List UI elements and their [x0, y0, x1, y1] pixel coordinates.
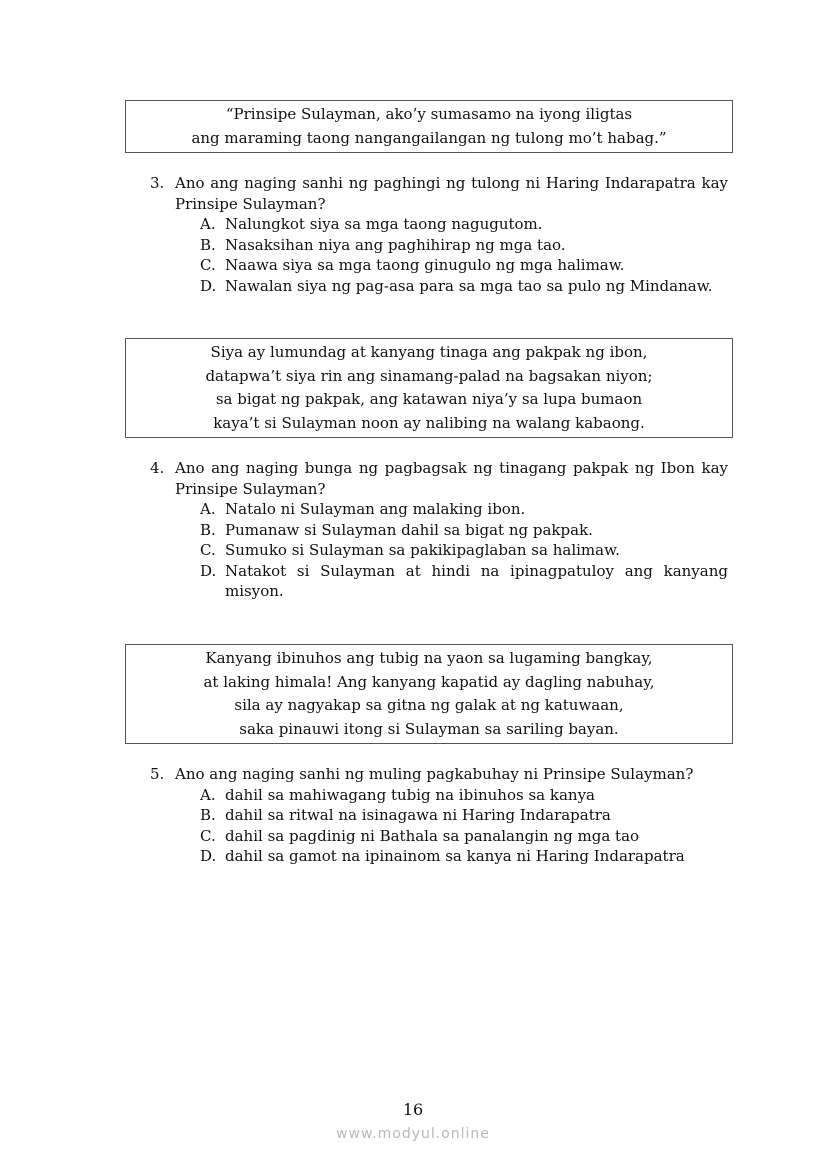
passage-line: Kanyang ibinuhos ang tubig na yaon sa lugaming bangkay, [205, 649, 653, 667]
option-a[interactable] [150, 214, 728, 235]
passage-box-2 [125, 338, 733, 438]
watermark: www.modyul.online [336, 1126, 490, 1142]
passage-box-1 [125, 100, 733, 153]
option-b[interactable] [150, 805, 728, 826]
option-text: Nasaksihan niya ang paghihirap ng mga tao. [225, 235, 566, 254]
option-text: Pumanaw si Sulayman dahil sa bigat ng pakpak. [225, 520, 593, 539]
question-stem [150, 764, 728, 785]
passage-line: sila ay nagyakap sa gitna ng galak at ng katuwaan, [234, 696, 624, 714]
option-a[interactable] [150, 785, 728, 806]
passage-line: sa bigat ng pakpak, ang katawan niya’y sa lupa bumaon [215, 390, 643, 408]
option-letter: D. [200, 847, 217, 865]
question-number: 4. [150, 459, 165, 477]
option-c[interactable] [150, 255, 728, 276]
passage-line: ang maraming taong nangangailangan ng tulong mo’t habag.” [191, 128, 667, 147]
option-text: Nawalan siya ng pag-asa para sa mga tao sa pulo ng Mindanaw. [225, 276, 713, 295]
question-text: Ano ang naging bunga ng pagbagsak ng tinagang pakpak ng Ibon kay Prinsipe Sulayman? [175, 459, 728, 498]
option-c[interactable] [150, 826, 728, 847]
passage-box-3 [125, 644, 733, 744]
question-4 [150, 458, 728, 602]
option-text: dahil sa pagdinig ni Bathala sa panalangin ng mga tao [225, 826, 640, 845]
option-a[interactable] [150, 499, 728, 520]
passage-line: saka pinauwi itong si Sulayman sa sariling bayan. [239, 719, 619, 738]
page-number: 16 [402, 1100, 424, 1119]
option-b[interactable] [150, 235, 728, 256]
question-text: Ano ang naging sanhi ng paghingi ng tulong ni Haring Indarapatra kay Prinsipe Sulayman? [175, 174, 728, 213]
passage-line: datapwa’t siya rin ang sinamang-palad na bagsakan niyon; [205, 366, 653, 385]
passage-line: “Prinsipe Sulayman, ako’y sumasamo na iyong iligtas [225, 105, 633, 123]
option-text: Sumuko si Sulayman sa pakikipaglaban sa halimaw. [225, 541, 620, 559]
option-letter: B. [200, 520, 216, 539]
question-5 [150, 764, 728, 867]
option-letter: C. [200, 541, 216, 559]
question-3 [150, 173, 728, 296]
question-stem [150, 173, 728, 214]
option-d[interactable] [150, 276, 728, 297]
option-letter: C. [200, 826, 216, 845]
question-number: 3. [150, 174, 165, 192]
option-letter: C. [200, 256, 216, 274]
question-text: Ano ang naging sanhi ng muling pagkabuhay ni Prinsipe Sulayman? [175, 765, 694, 783]
option-c[interactable] [150, 540, 728, 561]
option-letter: A. [200, 215, 216, 233]
question-stem [150, 458, 728, 499]
option-letter: D. [200, 561, 217, 580]
option-letter: B. [200, 806, 216, 824]
option-letter: A. [200, 785, 216, 804]
option-text: Natakot si Sulayman at hindi na ipinagpatuloy ang kanyang misyon. [225, 561, 728, 600]
option-text: Natalo ni Sulayman ang malaking ibon. [225, 500, 526, 518]
option-text: dahil sa ritwal na isinagawa ni Haring Indarapatra [225, 806, 611, 824]
option-d[interactable] [150, 846, 728, 867]
option-letter: A. [200, 500, 216, 518]
option-text: dahil sa mahiwagang tubig na ibinuhos sa kanya [225, 785, 595, 804]
passage-line: at laking himala! Ang kanyang kapatid ay dagling nabuhay, [203, 672, 655, 691]
option-text: dahil sa gamot na ipinainom sa kanya ni Haring Indarapatra [225, 847, 685, 865]
option-text: Nalungkot siya sa mga taong nagugutom. [225, 215, 543, 233]
option-d[interactable] [150, 561, 728, 602]
option-text: Naawa siya sa mga taong ginugulo ng mga halimaw. [225, 256, 625, 274]
option-letter: D. [200, 276, 217, 295]
passage-line: Siya ay lumundag at kanyang tinaga ang pakpak ng ibon, [210, 343, 648, 361]
option-b[interactable] [150, 520, 728, 541]
question-number: 5. [150, 765, 165, 783]
option-letter: B. [200, 235, 216, 254]
passage-line: kaya’t si Sulayman noon ay nalibing na walang kabaong. [213, 413, 645, 432]
